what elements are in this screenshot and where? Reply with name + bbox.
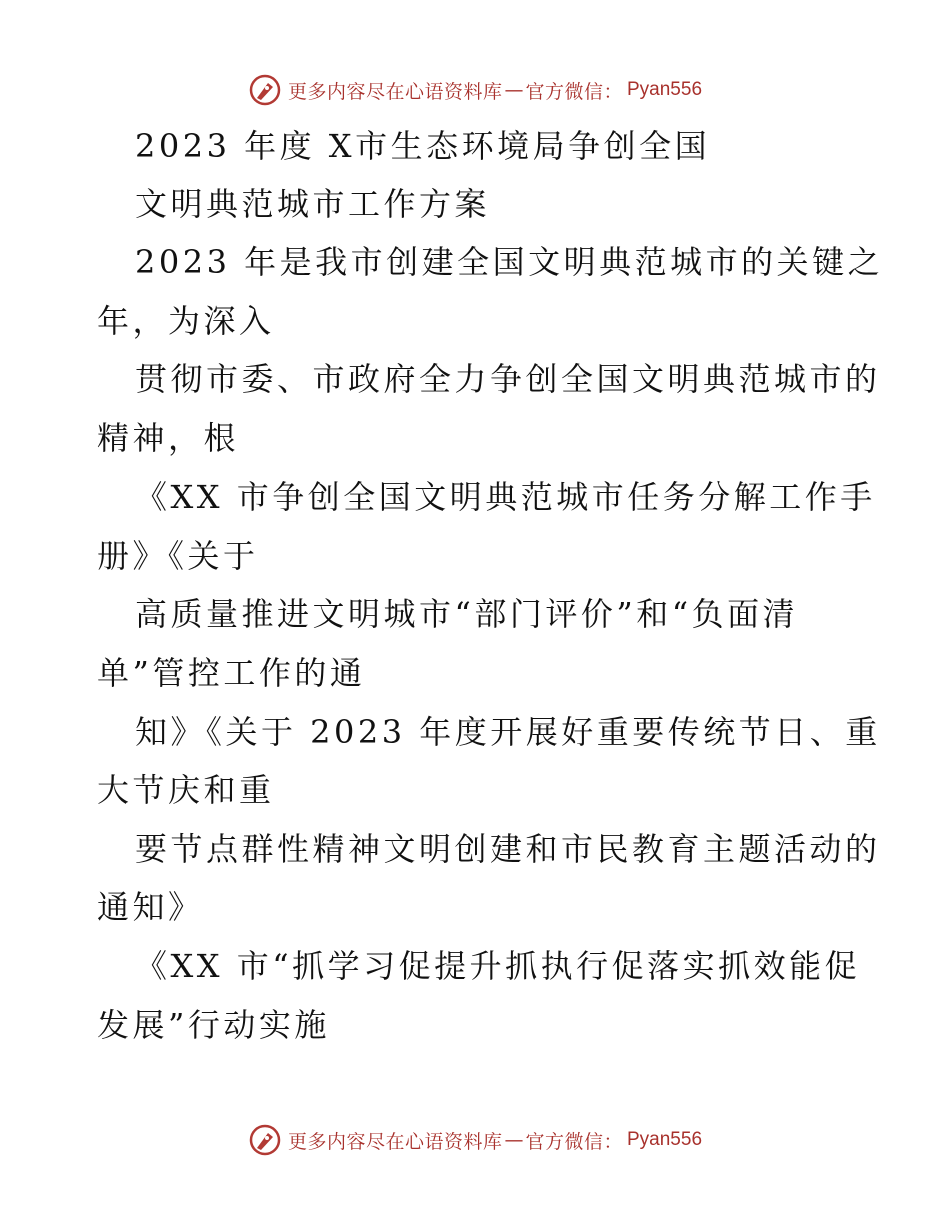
- wechat-id: Pyan556: [627, 1129, 703, 1150]
- paragraph-line: 册》《关于: [97, 537, 259, 575]
- banner-text: 更多内容尽在心语资料库: [287, 80, 503, 103]
- banner-dash: —: [504, 1129, 524, 1151]
- wechat-id: Pyan556: [627, 79, 703, 100]
- paragraph-line: 要节点群性精神文明创建和市民教育主题活动的: [135, 830, 881, 868]
- paragraph-line: 精神，根: [97, 419, 240, 457]
- banner-text: 更多内容尽在心语资料库: [287, 1130, 503, 1153]
- wechat-label: 官方微信：: [525, 1130, 623, 1153]
- banner-dash: —: [504, 79, 524, 101]
- pen-nib-logo-icon: [248, 73, 282, 107]
- wechat-label: 官方微信：: [525, 80, 623, 103]
- paragraph-line: 《XX 市争创全国文明典范城市任务分解工作手: [135, 478, 876, 516]
- paragraph-line: 单”管控工作的通: [97, 654, 366, 692]
- paragraph-line: 知》《关于 2023 年度开展好重要传统节日、重: [135, 713, 881, 751]
- header-banner: [0, 70, 950, 110]
- footer-banner: [0, 1120, 950, 1160]
- paragraph-line: 年，为深入: [97, 302, 275, 340]
- paragraph-line: 高质量推进文明城市“部门评价”和“负面清: [135, 595, 799, 633]
- paragraph-line: 贯彻市委、市政府全力争创全国文明典范城市的: [135, 360, 881, 398]
- pen-nib-logo-icon: [248, 1123, 282, 1157]
- paragraph-line: 2023 年是我市创建全国文明典范城市的关键之: [135, 243, 884, 281]
- paragraph-line: 通知》: [97, 888, 204, 926]
- paragraph-line: 大节庆和重: [97, 771, 275, 809]
- paragraph-line: 《XX 市“抓学习促提升抓执行促落实抓效能促: [135, 947, 861, 985]
- title-line-1: 2023 年度 X市生态环境局争创全国: [135, 127, 711, 165]
- paragraph-line: 发展”行动实施: [97, 1006, 330, 1044]
- title-line-2: 文明典范城市工作方案: [135, 185, 491, 223]
